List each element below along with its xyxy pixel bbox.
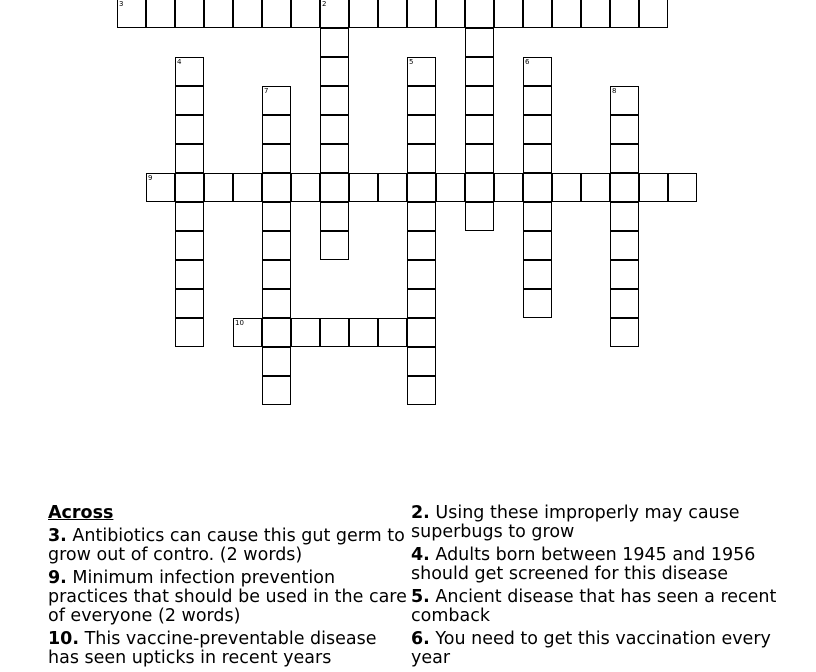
grid-cell[interactable] [465, 115, 494, 144]
grid-cell[interactable] [523, 202, 552, 231]
grid-cell[interactable] [407, 57, 436, 86]
clue-number-label: 9 [148, 174, 153, 182]
grid-cell[interactable] [407, 173, 436, 202]
grid-cell[interactable] [175, 289, 204, 318]
grid-cell[interactable] [262, 231, 291, 260]
grid-cell[interactable] [262, 376, 291, 405]
down-clues [411, 504, 781, 672]
grid-cell[interactable] [175, 318, 204, 347]
grid-cell[interactable] [291, 173, 320, 202]
clue-across-10 [48, 630, 408, 668]
grid-cell[interactable] [320, 202, 349, 231]
grid-cell[interactable] [204, 173, 233, 202]
grid-cell[interactable] [407, 0, 436, 28]
grid-cell[interactable] [639, 173, 668, 202]
clue-number-label: 10 [235, 319, 244, 327]
clue-number-label: 5 [409, 58, 414, 66]
grid-cell[interactable] [320, 173, 349, 202]
grid-cell[interactable] [262, 289, 291, 318]
grid-cell[interactable] [668, 173, 697, 202]
grid-cell[interactable] [175, 144, 204, 173]
grid-cell[interactable] [262, 144, 291, 173]
grid-cell[interactable] [465, 86, 494, 115]
clue-text: Antibiotics can cause this gut germ to grow out of contro. (2 words) [48, 526, 405, 565]
grid-cell[interactable] [523, 0, 552, 28]
grid-cell[interactable] [349, 318, 378, 347]
clue-number: 4. [411, 545, 430, 565]
grid-cell[interactable] [465, 28, 494, 57]
grid-cell[interactable] [262, 0, 291, 28]
grid-cell[interactable] [610, 86, 639, 115]
grid-cell[interactable] [552, 0, 581, 28]
grid-cell[interactable] [262, 86, 291, 115]
grid-cell[interactable] [552, 173, 581, 202]
grid-cell[interactable] [320, 144, 349, 173]
grid-cell[interactable] [233, 0, 262, 28]
grid-cell[interactable] [320, 57, 349, 86]
grid-cell[interactable] [407, 202, 436, 231]
grid-cell[interactable] [610, 144, 639, 173]
grid-cell[interactable] [581, 0, 610, 28]
clue-text: Using these improperly may cause superbugs to grow [411, 503, 740, 542]
grid-cell[interactable] [349, 173, 378, 202]
grid-cell[interactable] [320, 231, 349, 260]
clue-number-label: 6 [525, 58, 530, 66]
grid-cell[interactable] [117, 0, 146, 28]
clue-down-2 [411, 504, 781, 542]
grid-cell[interactable] [146, 0, 175, 28]
grid-cell[interactable] [610, 0, 639, 28]
grid-cell[interactable] [523, 86, 552, 115]
grid-cell[interactable] [407, 347, 436, 376]
grid-cell[interactable] [262, 115, 291, 144]
clue-across-3 [48, 527, 408, 565]
grid-cell[interactable] [378, 173, 407, 202]
grid-cell[interactable] [320, 115, 349, 144]
clue-number: 6. [411, 629, 430, 649]
grid-cell[interactable] [523, 289, 552, 318]
grid-cell[interactable] [465, 57, 494, 86]
clue-text: Minimum infection prevention practices that should be used in the care of everyone (2 words) [48, 568, 407, 626]
across-heading: Across [48, 503, 114, 523]
grid-cell[interactable] [494, 173, 523, 202]
clue-number: 9. [48, 568, 67, 588]
grid-cell[interactable] [233, 318, 262, 347]
clue-text: You need to get this vaccination every year [411, 629, 771, 668]
grid-cell[interactable] [523, 115, 552, 144]
grid-cell[interactable] [610, 318, 639, 347]
clue-number: 3. [48, 526, 67, 546]
clue-number-label: 4 [177, 58, 182, 66]
grid-cell[interactable] [436, 0, 465, 28]
clue-number-label: 3 [119, 0, 124, 8]
grid-cell[interactable] [407, 289, 436, 318]
grid-cell[interactable] [320, 28, 349, 57]
grid-cell[interactable] [262, 202, 291, 231]
grid-cell[interactable] [407, 86, 436, 115]
grid-cell[interactable] [146, 173, 175, 202]
grid-cell[interactable] [639, 0, 668, 28]
grid-cell[interactable] [320, 318, 349, 347]
grid-cell[interactable] [175, 231, 204, 260]
clue-down-5 [411, 588, 781, 626]
grid-cell[interactable] [610, 289, 639, 318]
grid-cell[interactable] [262, 318, 291, 347]
grid-cell[interactable] [407, 260, 436, 289]
clue-text: Ancient disease that has seen a recent comback [411, 587, 777, 626]
grid-cell[interactable] [465, 144, 494, 173]
grid-cell[interactable] [175, 173, 204, 202]
grid-cell[interactable] [581, 173, 610, 202]
grid-cell[interactable] [610, 231, 639, 260]
grid-cell[interactable] [320, 0, 349, 28]
across-clues [48, 504, 408, 672]
grid-cell[interactable] [407, 318, 436, 347]
grid-cell[interactable] [610, 260, 639, 289]
grid-cell[interactable] [407, 115, 436, 144]
grid-cell[interactable] [378, 0, 407, 28]
clue-number: 2. [411, 503, 430, 523]
grid-cell[interactable] [175, 86, 204, 115]
grid-cell[interactable] [349, 0, 378, 28]
clue-text: This vaccine-preventable disease has seen upticks in recent years [48, 629, 377, 668]
grid-cell[interactable] [407, 376, 436, 405]
grid-cell[interactable] [233, 173, 262, 202]
clue-number: 10. [48, 629, 80, 649]
clue-down-6 [411, 630, 781, 668]
grid-cell[interactable] [523, 260, 552, 289]
grid-cell[interactable] [175, 260, 204, 289]
grid-cell[interactable] [378, 318, 407, 347]
grid-cell[interactable] [465, 173, 494, 202]
grid-cell[interactable] [407, 144, 436, 173]
grid-cell[interactable] [175, 0, 204, 28]
grid-cell[interactable] [291, 318, 320, 347]
grid-cell[interactable] [523, 57, 552, 86]
grid-cell[interactable] [320, 86, 349, 115]
clue-text: Adults born between 1945 and 1956 should get screened for this disease [411, 545, 756, 584]
grid-cell[interactable] [262, 173, 291, 202]
grid-cell[interactable] [204, 0, 233, 28]
grid-cell[interactable] [291, 0, 320, 28]
clue-number-label: 2 [322, 0, 327, 8]
grid-cell[interactable] [175, 202, 204, 231]
grid-cell[interactable] [494, 0, 523, 28]
clue-number-label: 8 [612, 87, 617, 95]
grid-cell[interactable] [175, 57, 204, 86]
grid-cell[interactable] [523, 231, 552, 260]
clue-across-9 [48, 569, 408, 626]
grid-cell[interactable] [523, 144, 552, 173]
grid-cell[interactable] [262, 260, 291, 289]
grid-cell[interactable] [610, 115, 639, 144]
grid-cell[interactable] [523, 173, 552, 202]
grid-cell[interactable] [262, 347, 291, 376]
grid-cell[interactable] [407, 231, 436, 260]
clue-number-label: 7 [264, 87, 269, 95]
grid-cell[interactable] [465, 0, 494, 28]
grid-cell[interactable] [465, 202, 494, 231]
clue-down-4 [411, 546, 781, 584]
grid-cell[interactable] [610, 202, 639, 231]
grid-cell[interactable] [436, 173, 465, 202]
grid-cell[interactable] [175, 115, 204, 144]
clue-number: 5. [411, 587, 430, 607]
grid-cell[interactable] [610, 173, 639, 202]
